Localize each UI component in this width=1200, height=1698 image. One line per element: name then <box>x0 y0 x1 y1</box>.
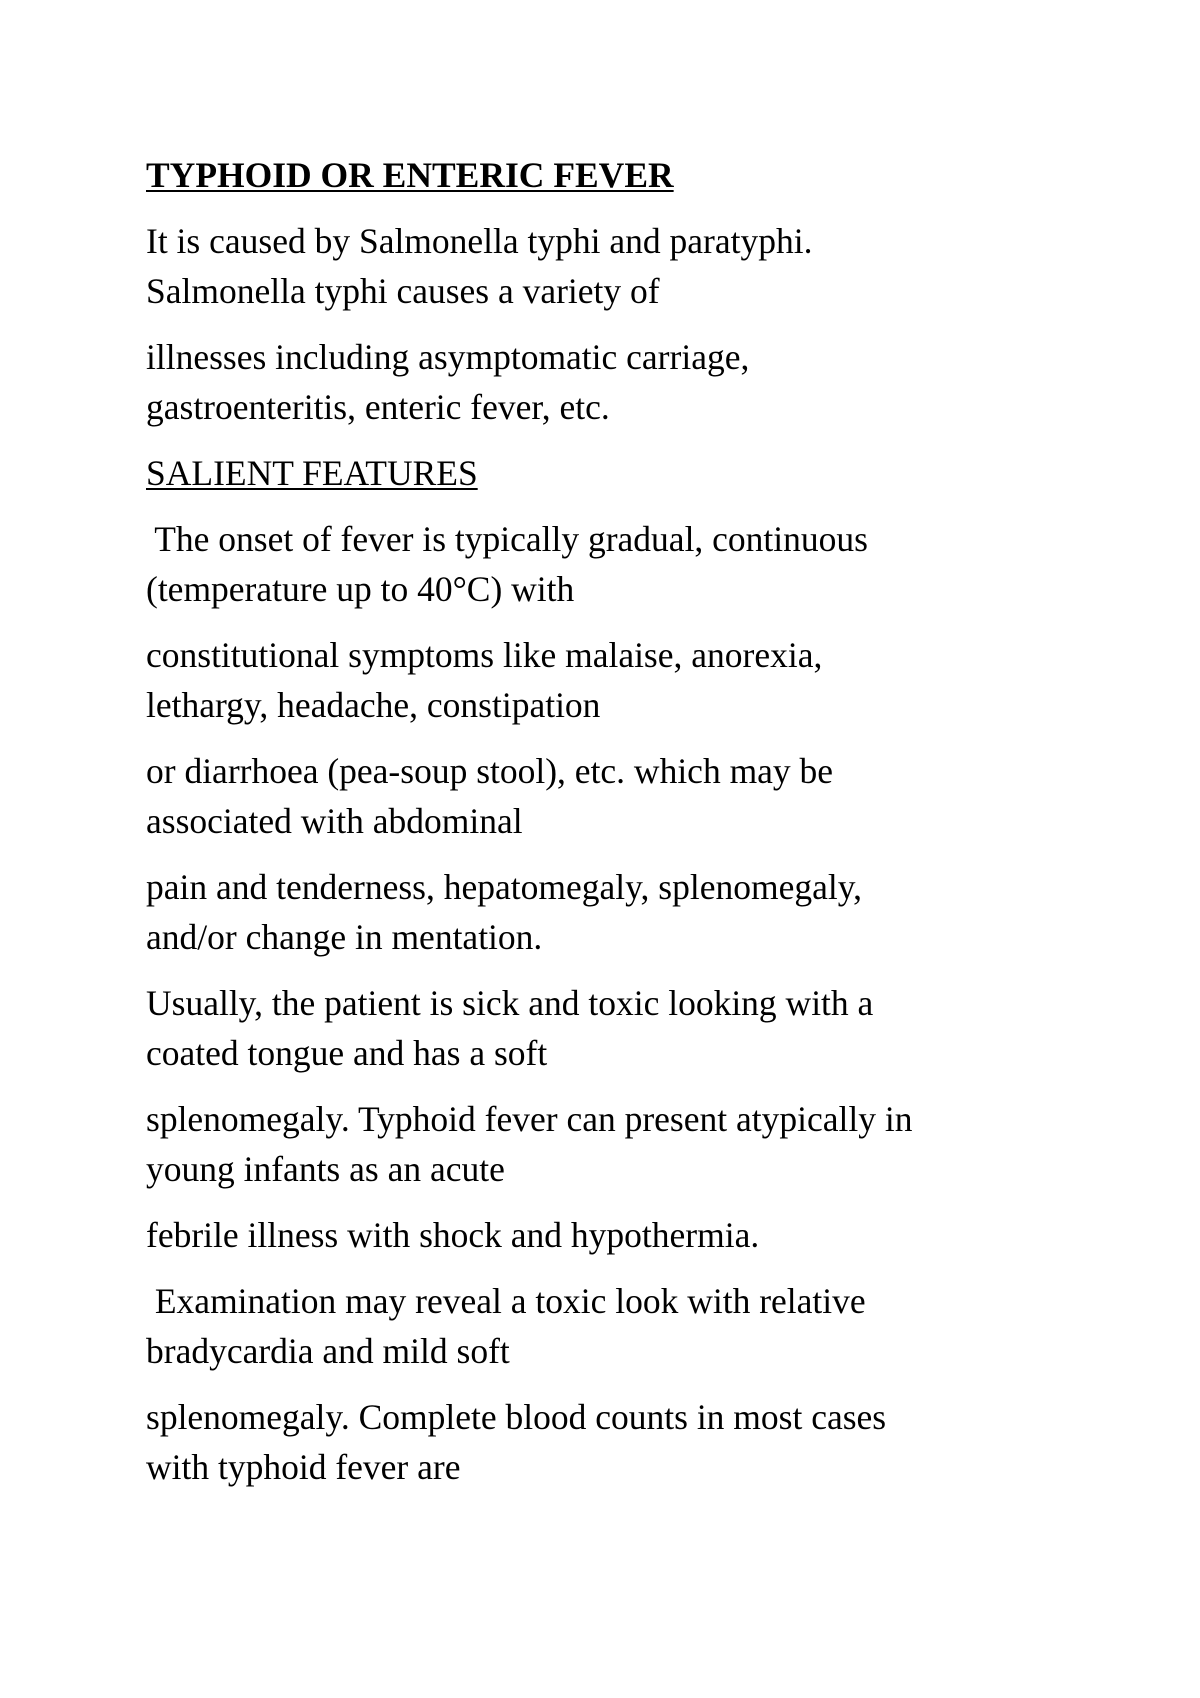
intro-paragraph-2 <box>146 332 1046 432</box>
text-line: febrile illness with shock and hypothermia. <box>146 1215 760 1255</box>
body-paragraph-1 <box>146 514 1046 614</box>
text-line: constitutional symptoms like malaise, anorexia, <box>146 635 823 675</box>
text-line: lethargy, headache, constipation <box>146 685 601 725</box>
document-title: TYPHOID OR ENTERIC FEVER <box>146 155 674 195</box>
text-line: with typhoid fever are <box>146 1447 461 1487</box>
text-line: or diarrhoea (pea-soup stool), etc. which may be <box>146 751 834 791</box>
body-paragraph-6 <box>146 1094 1046 1194</box>
text-line: young infants as an acute <box>146 1149 505 1189</box>
text-line: illnesses including asymptomatic carriage, <box>146 337 750 377</box>
text-line: and/or change in mentation. <box>146 917 543 957</box>
body-paragraph-4 <box>146 862 1046 962</box>
text-line: gastroenteritis, enteric fever, etc. <box>146 387 610 427</box>
text-line: The onset of fever is typically gradual, continuous <box>146 519 868 559</box>
text-line: Salmonella typhi causes a variety of <box>146 271 660 311</box>
body-paragraph-5 <box>146 978 1046 1078</box>
text-line: splenomegaly. Typhoid fever can present atypically in <box>146 1099 913 1139</box>
body-paragraph-2 <box>146 630 1046 730</box>
text-line: It is caused by Salmonella typhi and paratyphi. <box>146 221 813 261</box>
text-line: associated with abdominal <box>146 801 523 841</box>
document-content <box>146 150 1046 1508</box>
text-line: (temperature up to 40°C) with <box>146 569 575 609</box>
intro-paragraph-1 <box>146 216 1046 316</box>
text-line: Examination may reveal a toxic look with relative <box>146 1281 866 1321</box>
document-title-block <box>146 150 1046 200</box>
text-line: splenomegaly. Complete blood counts in most cases <box>146 1397 887 1437</box>
text-line: Usually, the patient is sick and toxic looking with a <box>146 983 874 1023</box>
section-heading-block <box>146 448 1046 498</box>
text-line: bradycardia and mild soft <box>146 1331 510 1371</box>
text-line: pain and tenderness, hepatomegaly, splenomegaly, <box>146 867 863 907</box>
section-heading: SALIENT FEATURES <box>146 453 478 493</box>
body-paragraph-9 <box>146 1392 1046 1492</box>
body-paragraph-7 <box>146 1210 1046 1260</box>
text-line: coated tongue and has a soft <box>146 1033 548 1073</box>
body-paragraph-3 <box>146 746 1046 846</box>
body-paragraph-8 <box>146 1276 1046 1376</box>
